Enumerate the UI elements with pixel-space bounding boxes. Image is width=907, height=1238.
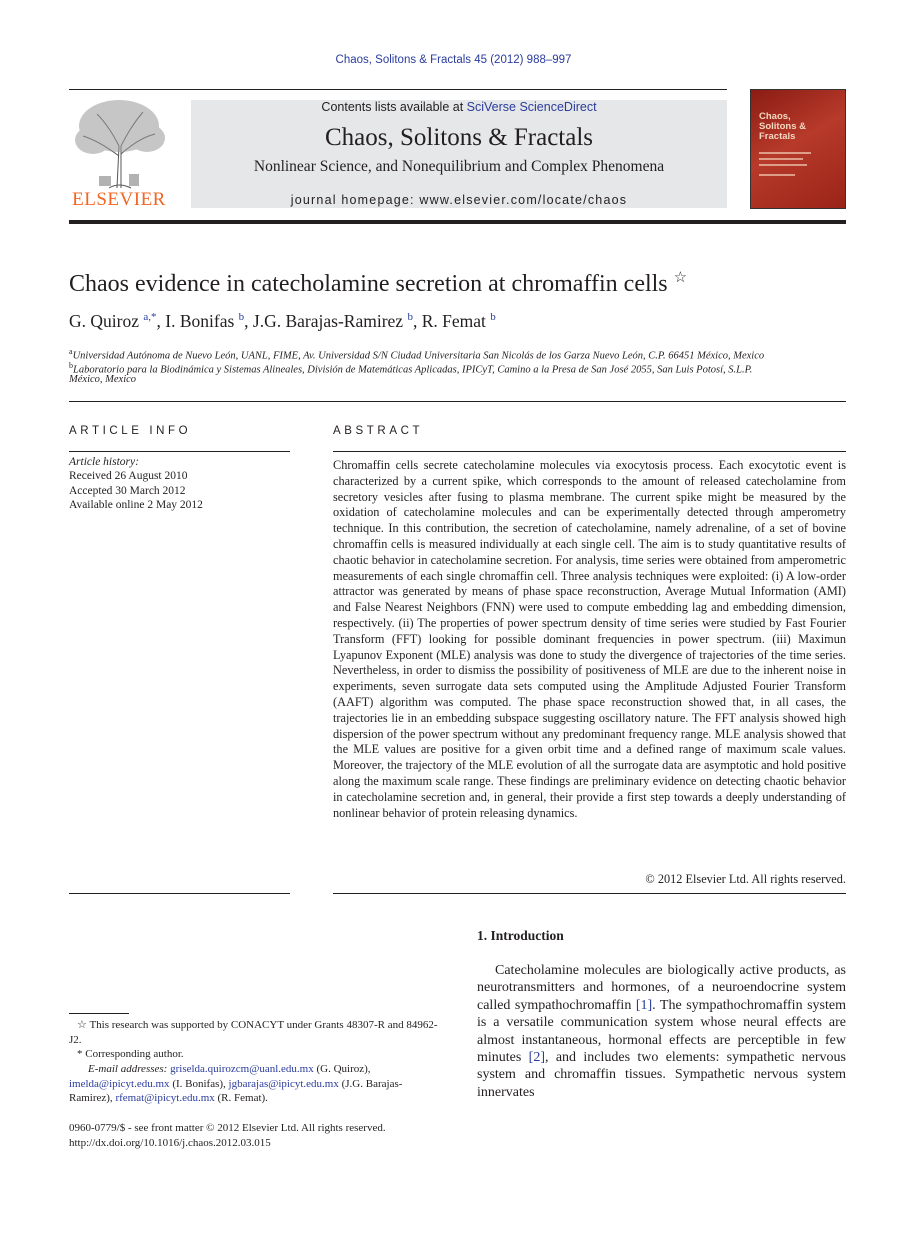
author-affil-mark[interactable]: b (238, 311, 245, 324)
corresponding-footnote (69, 1047, 441, 1062)
email-owner: (I. Bonifas), (169, 1077, 229, 1090)
affiliation-text: Universidad Autónoma de Nuevo León, UANL, FIME, Av. Universidad S/N Ciudad Universitaria San Nicolás de los Garza Nuevo León, C.P. 66451 México, Mexico (72, 350, 765, 362)
publisher-wordmark: ELSEVIER (72, 189, 166, 210)
history-label: Article history: (69, 456, 139, 468)
journal-name: Chaos, Solitons & Fractals (324, 124, 594, 151)
affiliation-mark: a (69, 347, 73, 356)
author-affil-mark[interactable]: b (407, 311, 413, 324)
author-affil-mark[interactable]: b (490, 311, 496, 324)
article-title (69, 268, 687, 298)
section-heading: 1. Introduction (477, 928, 564, 943)
author-separator: , (412, 311, 422, 331)
intro-text-segment: , and includes two elements: sympathetic nervous system and chromaffin tissues. Sympathetic nervous system innervates (477, 1050, 846, 1100)
corresponding-text: Corresponding author. (85, 1048, 184, 1060)
info-rule (69, 893, 290, 894)
author-name[interactable]: I. Bonifas (165, 311, 235, 331)
affiliation-b-cont: México, Mexico (69, 374, 137, 385)
header-divider (69, 220, 846, 224)
author-list (69, 311, 496, 332)
accepted-date: Accepted 30 March 2012 (69, 485, 186, 497)
cover-decoration (759, 164, 807, 166)
email-owner: (J.G. Barajas-Ramirez), (69, 1077, 403, 1104)
journal-subtitle: Nonlinear Science, and Nonequilibrium and Complex Phenomena (253, 158, 665, 175)
cover-title: Chaos, Solitons & Fractals (759, 111, 806, 142)
article-info-heading: ARTICLE INFO (69, 425, 192, 437)
contents-line (191, 100, 727, 114)
abstract-copyright: © 2012 Elsevier Ltd. All rights reserved. (645, 872, 846, 886)
journal-banner (191, 100, 727, 208)
email-label: E-mail addresses: (88, 1063, 168, 1075)
doi-link[interactable]: http://dx.doi.org/10.1016/j.chaos.2012.03.015 (69, 1137, 271, 1149)
abstract-rule (333, 893, 846, 894)
cover-decoration (759, 152, 811, 154)
issn-line: 0960-0779/$ - see front matter © 2012 Elsevier Ltd. All rights reserved. (69, 1122, 386, 1134)
abstract-heading: ABSTRACT (333, 425, 424, 437)
contents-prefix: Contents lists available at (321, 100, 467, 114)
email-link[interactable]: rfemat@ipicyt.edu.mx (115, 1092, 215, 1104)
title-footnote-mark[interactable]: ☆ (673, 270, 688, 286)
email-owner: (R. Femat). (214, 1092, 268, 1104)
section-divider (69, 401, 846, 402)
reference-link[interactable]: [1] (635, 997, 653, 1013)
affiliation-b (69, 359, 752, 378)
author-name[interactable]: R. Femat (421, 311, 486, 331)
funding-footnote (69, 1018, 441, 1047)
author-affil-mark[interactable]: a,* (143, 311, 157, 324)
email-owner: (G. Quiroz), (313, 1063, 371, 1075)
footnote-mark: ☆ (77, 1019, 87, 1031)
header-rule (69, 89, 727, 90)
intro-text-segment: . The sympathochromaffin system is a versatile communication system whose neural effects are almost instantaneous, hormonal effects are perceptible in few minutes (477, 997, 846, 1066)
footnote-mark: * (77, 1048, 83, 1060)
abstract-text: Chromaffin cells secrete catecholamine molecules via exocytosis process. Each exocytotic event is characterized by a current spike, which corresponds to the amount of released catecholamine from secretory vesicles after fusing to plasma membrane. The current spike might be measured by the oxidation of catecholamine molecules and can be experimentally detected through amperometry technique. In this contribution, the secretion of catecholamine, namely adrenaline, of a set of bovine chromaffin cells is measured individually at each single cell. The aim is to study quantitative results of chaotic behavior in catecholamine secretion. For analysis, time series were obtained from amperometric measurements of each single chromaffin cell. Three analysis techniques were exploited: (i) A low-order attractor was generated by means of phase space reconstruction, Average Mutual Information (AMI) and False Nearest Neighbors (FNN) were used to compute embedding lag and embedding dimension, respectively. (ii) The properties of power spectrum density of time series were studied by Fast Fourier Transform (FFT) looking for possible dominant frequencies in power spectrum. (iii) Maximun Lyapunov Exponent (MLE) analysis was done to study the divergence of trajectories of the time series. Nevertheless, in order to dismiss the possibility of positiveness of MLE are due to the inherent noise in experiments, seven surrogate data sets computed using the Amplitude Adjusted Fourier Transform (AAFT) algorithm was computed. The phase space reconstruction showed that, in all cases, the trajectories lie in an embedding subspace suggesting oscillatory nature. The FFT analysis showed high dispersion of the power spectrum without any predominant frequency range. MLE analysis showed that the MLE values are positive for a given orbit time and a defined range of maximum scale values. Moreover, the trajectory of the MLE evolution of all the surrogate data are asymptotic and hold positive along the maximum scale range. These findings are preliminary evidence on detecting chaotic behavior in catecholamine secretion and, in general, their provide a first step towards a deeply understanding of nonlinear behavior of protein releasing dynamics. (333, 458, 846, 820)
email-link[interactable]: griselda.quirozcm@uanl.edu.mx (170, 1063, 314, 1075)
reference-link[interactable]: [2] (528, 1050, 545, 1066)
sciencedirect-link[interactable]: SciVerse ScienceDirect (466, 100, 597, 114)
funding-text: This research was supported by CONACYT under Grants 48307-R and 84962-J2. (69, 1019, 438, 1046)
abstract-rule (333, 451, 846, 452)
received-date: Received 26 August 2010 (69, 470, 188, 482)
author-separator: , (156, 311, 166, 331)
email-link[interactable]: imelda@ipicyt.edu.mx (69, 1077, 170, 1090)
journal-cover-image (750, 89, 846, 209)
footnote-rule (69, 1013, 129, 1014)
online-date: Available online 2 May 2012 (69, 499, 203, 511)
email-footnote (69, 1062, 441, 1106)
intro-paragraph (477, 962, 846, 1101)
affiliation-text: Laboratorio para la Biodinámica y Sistemas Alineales, División de Matemáticas Aplicadas, IPICyT, Camino a la Presa de San José 2055, San Luis Potosí, S.L.P. (73, 364, 753, 376)
journal-citation[interactable]: Chaos, Solitons & Fractals 45 (2012) 988–997 (335, 54, 572, 66)
author-separator: , (244, 311, 253, 331)
email-link[interactable]: jgbarajas@ipicyt.edu.mx (228, 1077, 339, 1090)
cover-decoration (759, 158, 803, 160)
info-rule (69, 451, 290, 452)
journal-homepage[interactable]: journal homepage: www.elsevier.com/locate/chaos (290, 193, 628, 207)
cover-decoration (759, 174, 795, 176)
intro-text-segment: Catecholamine molecules are biologically active products, as neurotransmitters and hormones, of a neuroendocrine system called sympathochromaffin (477, 963, 846, 1013)
author-name[interactable]: G. Quiroz (69, 311, 139, 331)
author-name[interactable]: J.G. Barajas-Ramirez (252, 311, 404, 331)
affiliation-mark: b (69, 361, 73, 370)
article-title-text: Chaos evidence in catecholamine secretion at chromaffin cells (69, 271, 668, 297)
